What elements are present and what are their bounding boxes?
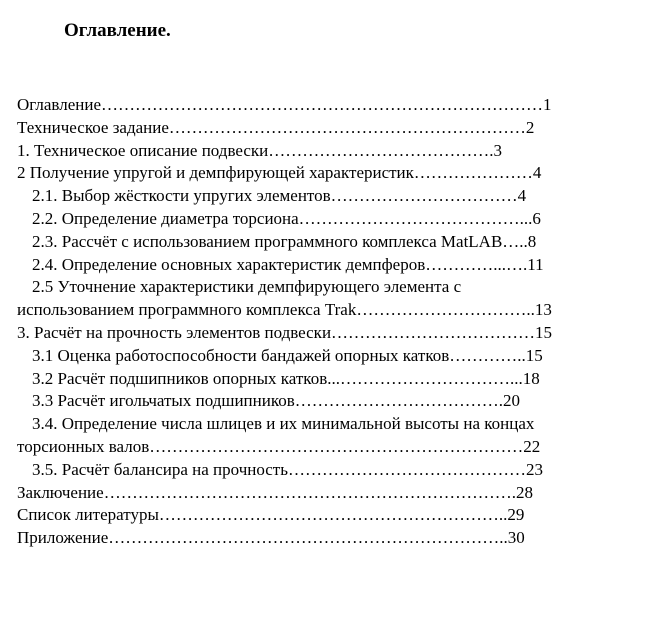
toc-subentry[interactable]: 3.2 Расчёт подшипников опорных катков...…………………………...18 xyxy=(32,368,540,388)
table-of-contents xyxy=(17,94,653,550)
toc-entry[interactable]: Список литературы……………………………………………………..29 xyxy=(17,505,525,525)
toc-subentry[interactable]: 2.3. Рассчёт с использованием программного комплекса MatLAB…..8 xyxy=(32,231,537,251)
toc-entry[interactable]: Приложение……………………………………………………………..30 xyxy=(17,528,525,548)
toc-entry[interactable]: Техническое задание………………………………………………………2 xyxy=(17,117,535,137)
toc-subentry[interactable]: 3.1 Оценка работоспособности бандажей опорных катков…………..15 xyxy=(32,345,543,365)
toc-entry-line: 2.5 Уточнение характеристики демпфирующего элемента с xyxy=(32,277,462,297)
toc-heading: Оглавление. xyxy=(64,20,171,41)
toc-subentry[interactable] xyxy=(17,413,653,459)
toc-subentry[interactable]: 3.5. Расчёт балансира на прочность……………………………………23 xyxy=(32,459,543,479)
toc-subentry[interactable] xyxy=(17,276,653,322)
toc-subentry[interactable]: 2.2. Определение диаметра торсиона…………………………………...6 xyxy=(32,208,541,228)
toc-subentry[interactable]: 3.3 Расчёт игольчатых подшипников……………………………….20 xyxy=(32,391,521,411)
toc-entry[interactable]: Оглавление……………………………………………………………………1 xyxy=(17,95,552,114)
toc-entry-line: использованием программного комплекса Trak…………………………..13 xyxy=(17,300,552,320)
toc-entry[interactable]: 2 Получение упругой и демпфирующей характеристик…………………4 xyxy=(17,163,542,183)
toc-entry[interactable]: Заключение……………………………………………………………….28 xyxy=(17,482,533,502)
toc-entry[interactable]: 1. Техническое описание подвески………………………………….3 xyxy=(17,140,503,160)
toc-subentry[interactable]: 2.1. Выбор жёсткости упругих элементов……………………………4 xyxy=(32,186,527,206)
toc-entry-line: 3.4. Определение числа шлицев и их минимальной высоты на концах xyxy=(32,414,535,434)
toc-entry[interactable]: 3. Расчёт на прочность элементов подвески………………………………15 xyxy=(17,322,553,342)
toc-entry-line: торсионных валов…………………………………………………………22 xyxy=(17,436,541,456)
toc-subentry[interactable]: 2.4. Определение основных характеристик демпферов…………...….11 xyxy=(32,254,544,274)
